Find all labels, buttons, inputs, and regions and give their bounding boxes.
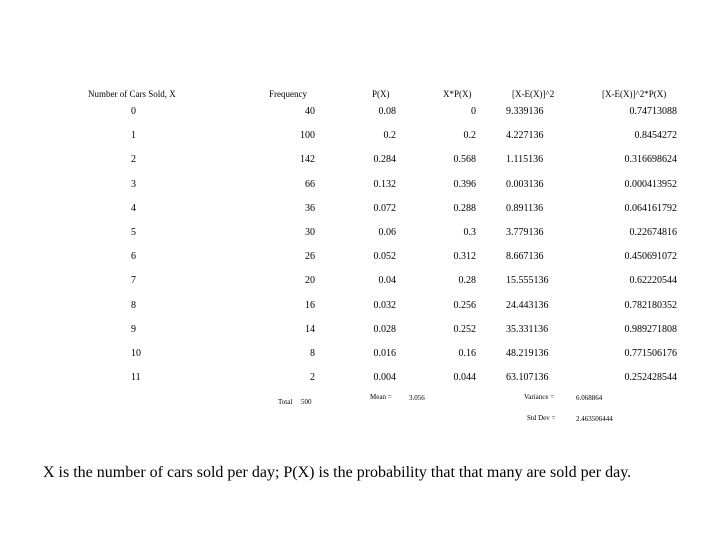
cell-weighted-deviation: 0.22674816 [629, 227, 677, 238]
cell-frequency: 40 [305, 106, 315, 117]
cell-x: 3 [131, 178, 136, 190]
cell-frequency: 30 [305, 227, 315, 238]
cell-frequency: 8 [310, 348, 315, 359]
stddev-label: Std Dev = [527, 414, 556, 422]
cell-weighted-deviation: 0.450691072 [624, 251, 677, 263]
cell-x: 10 [131, 348, 141, 359]
cell-deviation-squared: 24.443136 [506, 299, 549, 311]
cell-frequency: 26 [305, 251, 315, 263]
cell-frequency: 66 [305, 178, 315, 190]
cell-x: 9 [131, 323, 136, 335]
cell-frequency: 2 [310, 372, 315, 384]
cell-deviation-squared: 3.779136 [506, 227, 544, 238]
cell-weighted-deviation: 0.771506176 [624, 348, 677, 359]
cell-weighted-deviation: 0.000413952 [624, 178, 677, 190]
header-px: P(X) [372, 89, 390, 99]
cell-px: 0.132 [373, 178, 396, 190]
cell-px: 0.2 [383, 130, 396, 142]
cell-deviation-squared: 35.331136 [506, 323, 549, 335]
cell-xpx: 0 [471, 106, 476, 117]
header-frequency: Frequency [269, 89, 307, 99]
cell-xpx: 0.312 [453, 251, 476, 263]
cell-deviation-squared: 1.115136 [506, 154, 544, 166]
cell-frequency: 36 [305, 202, 315, 214]
cell-weighted-deviation: 0.74713088 [629, 106, 677, 117]
cell-px: 0.06 [378, 227, 396, 238]
cell-weighted-deviation: 0.62220544 [629, 275, 677, 287]
cell-x: 8 [131, 299, 136, 311]
cell-px: 0.032 [373, 299, 396, 311]
cell-weighted-deviation: 0.252428544 [624, 372, 677, 384]
cell-px: 0.08 [378, 106, 396, 117]
cell-xpx: 0.2 [463, 130, 476, 142]
cell-xpx: 0.288 [453, 202, 476, 214]
cell-px: 0.284 [373, 154, 396, 166]
cell-px: 0.016 [373, 348, 396, 359]
cell-frequency: 16 [305, 299, 315, 311]
cell-px: 0.004 [373, 372, 396, 384]
cell-frequency: 14 [305, 323, 315, 335]
header-weighted-deviation: [X-E(X)]^2*P(X) [602, 89, 667, 99]
caption: X is the number of cars sold per day; P(X) is the probability that that many are sold per day. [43, 464, 632, 481]
cell-deviation-squared: 15.555136 [506, 275, 549, 287]
cell-x: 5 [131, 227, 136, 238]
cell-frequency: 142 [300, 154, 315, 166]
cell-xpx: 0.044 [453, 372, 476, 384]
cell-frequency: 20 [305, 275, 315, 287]
cell-deviation-squared: 0.891136 [506, 202, 544, 214]
cell-deviation-squared: 48.219136 [506, 348, 549, 359]
cell-x: 2 [131, 154, 136, 166]
stddev-value: 2.463506444 [576, 415, 613, 423]
cell-xpx: 0.3 [463, 227, 476, 238]
cell-deviation-squared: 4.227136 [506, 130, 544, 142]
cell-weighted-deviation: 0.782180352 [624, 299, 677, 311]
variance-label: Variance = [524, 393, 555, 401]
cell-deviation-squared: 0.003136 [506, 178, 544, 190]
total-label: Total [278, 398, 293, 406]
cell-weighted-deviation: 0.8454272 [634, 130, 677, 142]
cell-xpx: 0.28 [458, 275, 476, 287]
variance-value: 6.068864 [576, 394, 603, 402]
cell-weighted-deviation: 0.989271808 [624, 323, 677, 335]
cell-deviation-squared: 8.667136 [506, 251, 544, 263]
cell-weighted-deviation: 0.316698624 [624, 154, 677, 166]
cell-xpx: 0.252 [453, 323, 476, 335]
cell-x: 4 [131, 202, 136, 214]
cell-x: 6 [131, 251, 136, 263]
cell-x: 7 [131, 275, 136, 287]
header-deviation-squared: [X-E(X)]^2 [512, 89, 555, 99]
cell-frequency: 100 [300, 130, 315, 142]
mean-value: 3.056 [409, 394, 425, 402]
header-x: Number of Cars Sold, X [88, 89, 176, 99]
cell-px: 0.04 [378, 275, 396, 287]
cell-x: 0 [131, 106, 136, 117]
total-value: 500 [301, 398, 312, 406]
cell-xpx: 0.256 [453, 299, 476, 311]
cell-px: 0.028 [373, 323, 396, 335]
cell-deviation-squared: 63.107136 [506, 372, 549, 384]
cell-xpx: 0.396 [453, 178, 476, 190]
cell-deviation-squared: 9.339136 [506, 106, 544, 117]
cell-x: 11 [131, 372, 141, 384]
header-xpx: X*P(X) [443, 89, 472, 99]
mean-label: Mean = [370, 393, 392, 401]
cell-x: 1 [131, 130, 136, 142]
cell-weighted-deviation: 0.064161792 [624, 202, 677, 214]
cell-px: 0.072 [373, 202, 396, 214]
cell-px: 0.052 [373, 251, 396, 263]
cell-xpx: 0.568 [453, 154, 476, 166]
cell-xpx: 0.16 [458, 348, 476, 359]
